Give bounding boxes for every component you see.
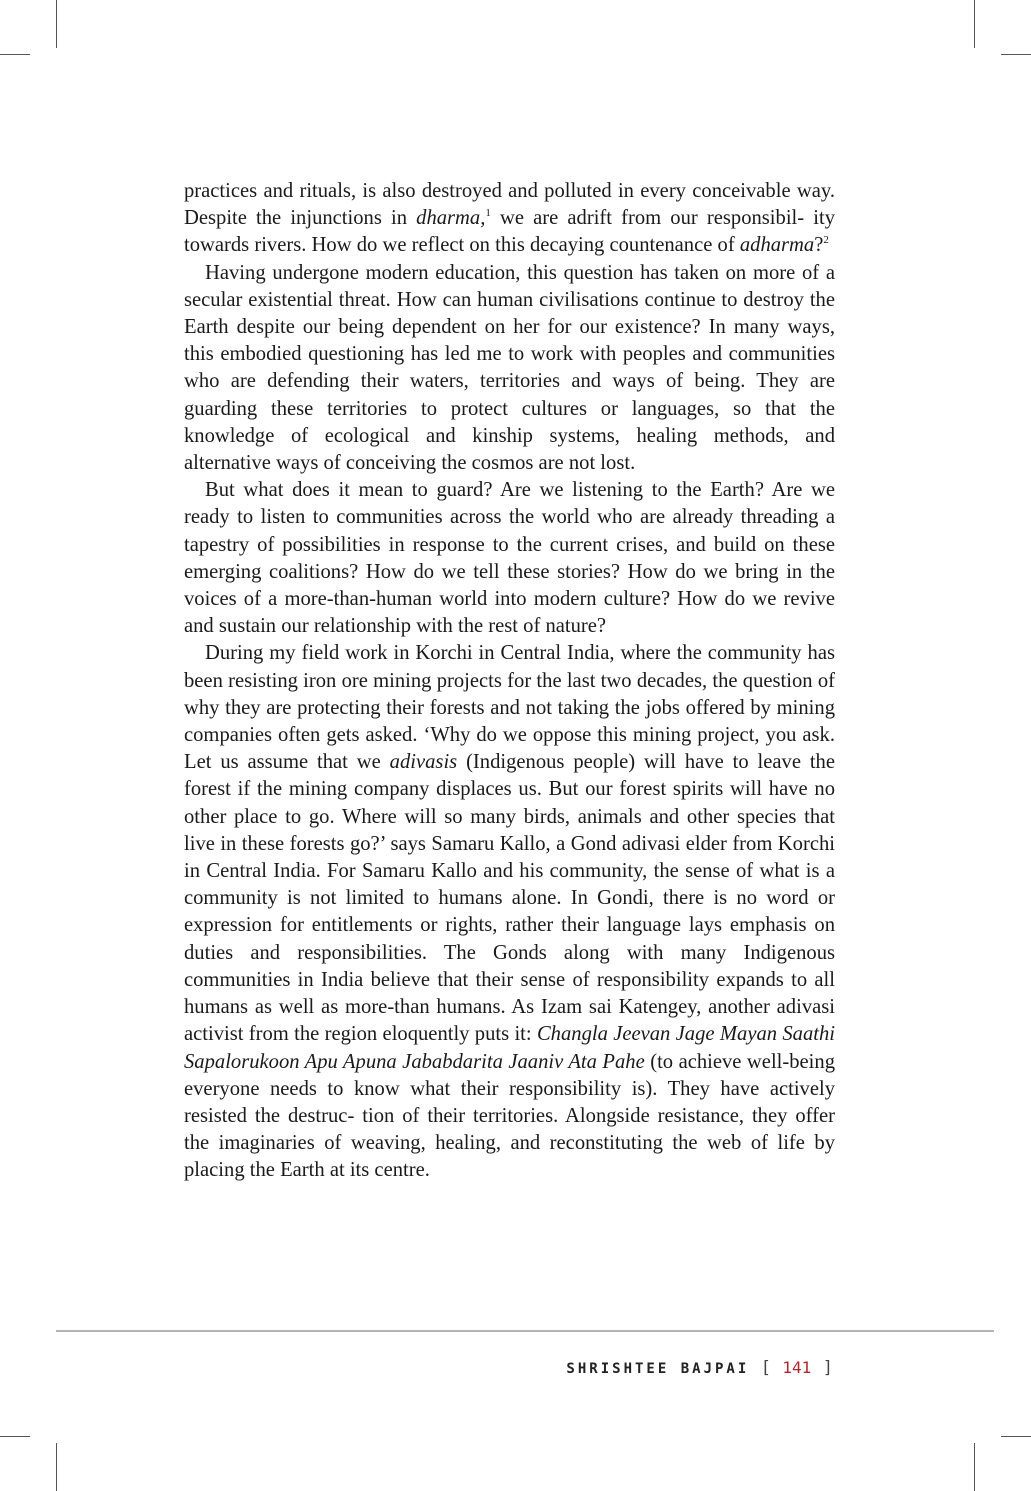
crop-mark-bottom-right (974, 1443, 975, 1491)
p4-text-b: (Indigenous people) will have to leave the forest if the mining company displaces us. But our forest spirits will have no other place to go. Where will so many birds, animals and other species that live in these forests go?’ says Samaru Kallo, a Gond adivasi elder from Korchi in Central India. For Samaru Kallo and his community, the sense of what is a community is not limited to humans alone. In Gondi, there is no word or expression for entitlements or rights, rather their language lays emphasis on duties and responsibilities. The Gonds along with many Indigenous communities in India believe that their sense of responsibility expands to all humans as well as more-than humans. As Izam sai Katengey, another adivasi activist from the region eloquently puts it: (184, 751, 835, 1046)
p1-text-c: ? (814, 234, 824, 257)
crop-mark-top-left (56, 0, 57, 48)
p4-italic-adivasis: adivasis (389, 751, 458, 774)
p4-text-a: During my field work in Korchi in Central India, where the community has been resisting iron ore mining projects for the last two decades, the question of why they are protecting their forests and not taking the jobs offered by mining companies often gets asked. ‘Why do we oppose this mining project, you ask. Let us assume that we (184, 642, 835, 774)
footer-bracket-open: [ (760, 1358, 771, 1378)
paragraph-3: But what does it mean to guard? Are we listening to the Earth? Are we ready to listen to communities across the world who are already threading a tapestry of possibilities in response to the current crises, and build on these emerging coalitions? How do we tell these stories? How do we bring in the voices of a more-than-human world into modern culture? How do we revive and sustain our relationship with the rest of nature? (184, 479, 835, 638)
p1-text-b: we are adrift from our responsibil- ity towards rivers. How do we reflect on this decaying countenance of (184, 207, 835, 257)
p4-text-c: (to achieve well-being everyone needs to know what their responsibility is). They have actively resisted the destruc- tion of their territories. Alongside resistance, they offer the imaginaries of weaving, healing, and reconstituting the web of life by placing the Earth at its centre. (184, 1050, 835, 1182)
running-footer (566, 1358, 833, 1378)
crop-mark-top-right (974, 0, 975, 48)
crop-mark-top-right-h (1001, 54, 1031, 55)
p1-italic-adharma: adharma (739, 234, 815, 257)
crop-mark-bottom-left (56, 1443, 57, 1491)
footnote-ref-1[interactable]: 1 (485, 207, 491, 220)
crop-mark-bottom-left-h (0, 1436, 30, 1437)
body-text (184, 178, 835, 1185)
crop-mark-top-left-h (0, 54, 30, 55)
p1-italic-dharma: dharma, (416, 207, 486, 230)
paragraph-1 (184, 178, 835, 260)
footer-bracket-close: ] (822, 1358, 833, 1378)
crop-mark-bottom-right-h (1001, 1436, 1031, 1437)
p1-text-a: practices and rituals, is also destroyed and polluted in every conceivable way. Despite the injunctions in (184, 180, 835, 230)
paragraph-2: Having undergone modern education, this question has taken on more of a secular existential threat. How can human civilisations continue to destroy the Earth despite our being dependent on her for our existence? In many ways, this embodied questioning has led me to work with peoples and communities who are defending their waters, territories and ways of being. They are guarding these territories to protect cultures or languages, so that the knowledge of ecological and kinship systems, healing methods, and alternative ways of conceiving the cosmos are not lost. (184, 261, 835, 475)
footnote-ref-2[interactable]: 2 (823, 234, 829, 247)
footer-author: SHRISHTEE BAJPAI (566, 1361, 750, 1377)
page-number: 141 (782, 1358, 812, 1377)
footer-rule (56, 1330, 994, 1332)
paragraph-4 (184, 640, 835, 1184)
p4-italic-gondi-quote: Changla Jeevan Jage Mayan Saathi Sapalorukoon Apu Apuna Jababdarita Jaaniv Ata Pahe (184, 1023, 835, 1073)
